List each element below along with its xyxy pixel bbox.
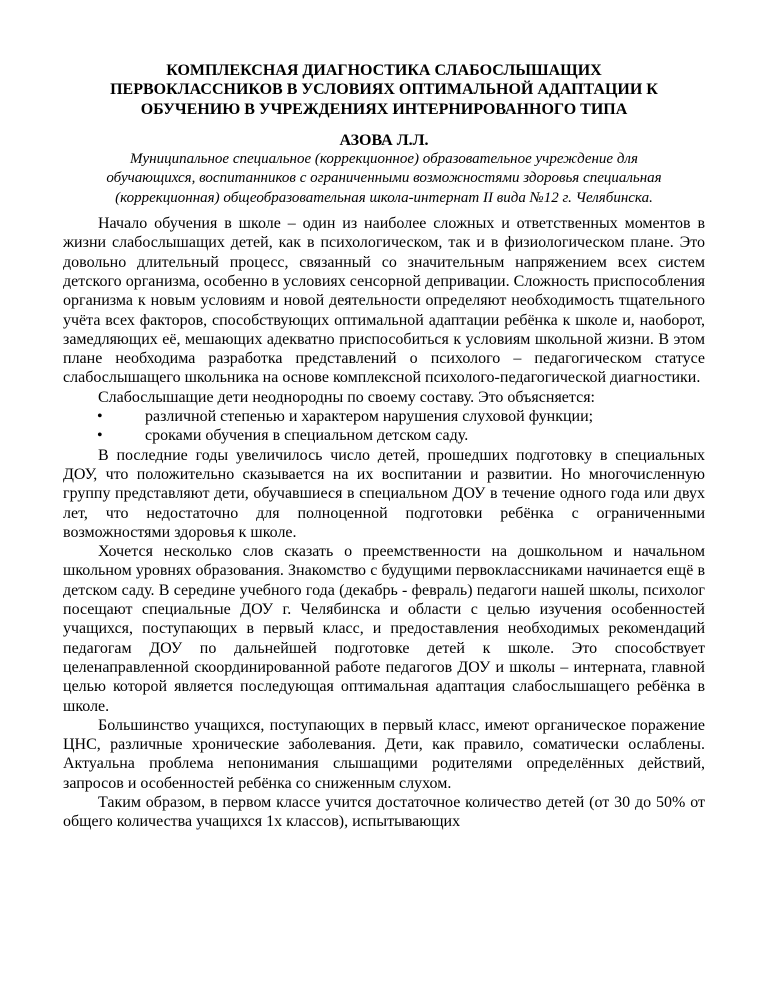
- paragraph-conclusion: Таким образом, в первом классе учится достаточное количество детей (от 30 до 50% от общего количества учащихся 1х классов), испытывающих: [63, 793, 705, 831]
- list-item-text: различной степенью и характером нарушения слуховой функции;: [145, 408, 594, 426]
- paragraph-intro: Начало обучения в школе – один из наиболее сложных и ответственных моментов в жизни слабослышащих детей, как в психологическом, так и в физиологическом плане. Это довольно длительный процесс, связанный со значительным напряжением всех систем детского организма, особенно в условиях сенсорной депривации. Сложность приспособления организма к новым условиям и новой деятельности определяют необходимость тщательного учёта всех факторов, способствующих оптимальной адаптации ребёнка к школе и, наоборот, замедляющих её, мешающих адекватно приспособиться к условиям школьной жизни. В этом плане необходима разработка представлений о психолого – педагогическом статусе слабослышащего школьника на основе комплексной психолого-педагогической диагностики.: [63, 215, 705, 387]
- list-item-text: сроками обучения в специальном детском саду.: [145, 427, 469, 445]
- affiliation: (коррекционная) общеобразовательная школа-интернат II вида №12 г. Челябинска.: [115, 189, 653, 206]
- paragraph-continuity: Хочется несколько слов сказать о преемственности на дошкольном и начальном школьном уровнях образования. Знакомство с будущими первоклассниками начинается ещё в детском саду. В середине учебного года (декабрь - февраль) педагоги нашей школы, психолог посещают специальные ДОУ г. Челябинска и области с целью изучения особенностей учащихся, поступающих в первый класс, и предоставления необходимых рекомендаций педагогам ДОУ по дальнейшей подготовке детей к школе. Это способствует целенаправленной скоординированной работе педагогов ДОУ и школы – интерната, главной целью которой является последующая оптимальная адаптация слабослышащего ребёнка в школе.: [63, 543, 705, 715]
- bullet-icon: •: [97, 408, 103, 426]
- list-item: [63, 407, 705, 426]
- bullet-icon: •: [97, 427, 103, 445]
- bullet-list: [63, 407, 705, 446]
- author-name: АЗОВА Л.Л.: [339, 131, 429, 149]
- document-body: [63, 214, 705, 832]
- list-item: [63, 426, 705, 445]
- page-title: ОБУЧЕНИЮ В УЧРЕЖДЕНИЯХ ИНТЕРНИРОВАННОГО ТИПА: [140, 100, 628, 118]
- affiliation: Муниципальное специальное (коррекционное) образовательное учреждение для: [130, 151, 638, 168]
- page-title: КОМПЛЕКСНАЯ ДИАГНОСТИКА СЛАБОСЛЫШАЩИХ: [166, 62, 602, 79]
- document-header: [63, 61, 705, 208]
- affiliation: обучающихся, воспитанников с ограниченными возможностями здоровья специальная: [106, 170, 662, 187]
- paragraph-composition: Слабослышащие дети неоднородны по своему составу. Это объясняется:: [98, 388, 595, 406]
- page-title: ПЕРВОКЛАССНИКОВ В УСЛОВИЯХ ОПТИМАЛЬНОЙ АДАПТАЦИИ К: [110, 81, 658, 99]
- paragraph-preschool-preparation: В последние годы увеличилось число детей, прошедших подготовку в специальных ДОУ, что положительно сказывается на их воспитании и развитии. Но многочисленную группу представляют дети, обучавшиеся в специальном ДОУ в течение одного года или двух лет, что недостаточно для полноценной подготовки ребёнка с ограниченными возможностями здоровья к школе.: [63, 446, 705, 541]
- paragraph-health: Большинство учащихся, поступающих в первый класс, имеют органическое поражение ЦНС, различные хронические заболевания. Дети, как правило, соматически ослаблены. Актуальна проблема непонимания слышащими родителями определённых действий, запросов и особенностей ребёнка со сниженным слухом.: [63, 716, 705, 792]
